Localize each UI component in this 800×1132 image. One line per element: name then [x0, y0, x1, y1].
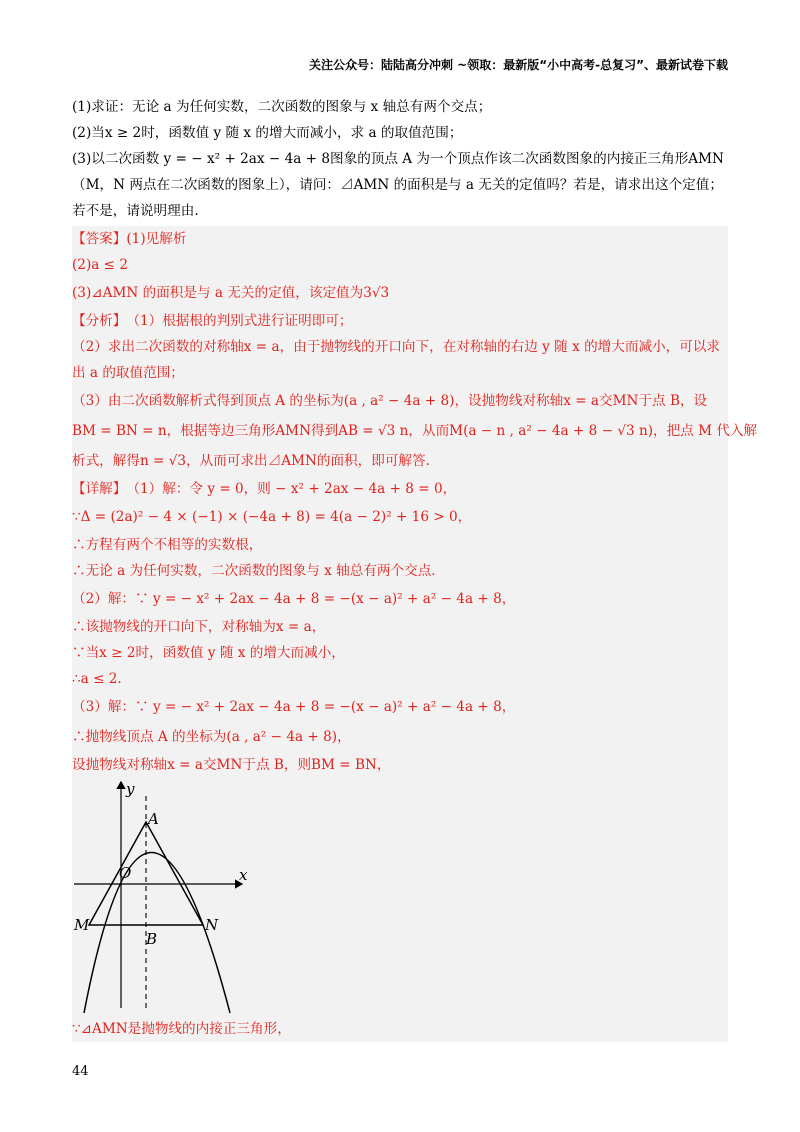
page-content: [72, 94, 758, 1042]
question-1: (1)求证：无论 a 为任何实数，二次函数的图象与 x 轴总有两个交点；: [72, 99, 492, 115]
label-o: O: [119, 864, 132, 882]
page-number: 44: [72, 1064, 89, 1079]
parabola-figure: [72, 778, 728, 1016]
question-2: (2)当x ≥ 2时，函数值 y 随 x 的增大而减小，求 a 的取值范围；: [72, 125, 463, 141]
question-3-line-2: （M，N 两点在二次函数的图象上），请问：⊿AMN 的面积是与 a 无关的定值吗？若是，请求出这个定值；: [72, 177, 723, 193]
detail-3: ∴方程有两个不相等的实数根，: [72, 537, 263, 553]
analysis-2-line-2: 出 a 的取值范围；: [72, 365, 184, 381]
detail-10: ∴抛物线顶点 A 的坐标为(a , a² − 4a + 8)，: [72, 729, 351, 745]
detail-1: （1）解：令 y = 0，则 − x² + 2ax − 4a + 8 = 0，: [126, 481, 457, 497]
answer-2: (2)a ≤ 2: [72, 257, 129, 273]
question-3-line-3: 若不是，请说明理由.: [72, 203, 199, 219]
label-m: M: [74, 916, 90, 934]
detail-tag: 【详解】: [72, 481, 127, 497]
detail-8: ∴a ≤ 2.: [72, 671, 122, 687]
label-b: B: [146, 930, 158, 948]
label-a: A: [148, 810, 159, 828]
detail-12: ∵⊿AMN是抛物线的内接正三角形，: [72, 1021, 291, 1037]
question-3-line-1: (3)以二次函数 y = − x² + 2ax − 4a + 8图象的顶点 A 为一个顶点作该二次函数图象的内接正三角形AMN: [72, 151, 724, 167]
detail-7: ∵当x ≥ 2时，函数值 y 随 x 的增大而减小，: [72, 645, 345, 661]
detail-4: ∴无论 a 为任何实数，二次函数的图象与 x 轴总有两个交点.: [72, 563, 436, 579]
detail-5: （2）解：∵ y = − x² + 2ax − 4a + 8 = −(x − a)² + a² − 4a + 8，: [72, 591, 516, 607]
detail-line-1: [72, 476, 728, 502]
detail-2: ∵Δ = (2a)² − 4 × (−1) × (−4a + 8) = 4(a − 2)² + 16 > 0，: [72, 509, 472, 525]
analysis-line-1: [72, 308, 728, 334]
detail-6: ∴该抛物线的开口向下，对称轴为x = a，: [72, 619, 326, 635]
answer-line-1: [72, 226, 728, 252]
solution-block: [72, 226, 758, 1042]
analysis-3-line-1: （3）由二次函数解析式得到顶点 A 的坐标为(a , a² − 4a + 8)，设抛物线对称轴x = a交MN于点 B，设: [72, 393, 708, 409]
label-x: x: [239, 866, 248, 884]
page-header: 关注公众号：陆陆高分冲刺 ~领取：最新版“小中高考-总复习”、最新试卷下载: [309, 58, 728, 72]
answer-3: (3)⊿AMN 的面积是与 a 无关的定值，该定值为3√3: [72, 285, 390, 301]
answer-1: (1)见解析: [126, 231, 187, 247]
answer-tag: 【答案】: [72, 231, 127, 247]
detail-11: 设抛物线对称轴x = a交MN于点 B，则BM = BN，: [72, 757, 391, 773]
analysis-3-line-3: 析式，解得n = √3，从而可求出⊿AMN的面积，即可解答.: [72, 453, 430, 469]
label-y: y: [126, 780, 135, 798]
analysis-1: （1）根据根的判别式进行证明即可；: [126, 313, 353, 329]
analysis-tag: 【分析】: [72, 313, 127, 329]
detail-9: （3）解：∵ y = − x² + 2ax − 4a + 8 = −(x − a)² + a² − 4a + 8，: [72, 699, 516, 715]
triangle-amn: [89, 822, 203, 925]
analysis-2-line-1: （2）求出二次函数的对称轴x = a，由于抛物线的开口向下，在对称轴的右边 y 随 x 的增大而减小，可以求: [72, 339, 721, 355]
label-n: N: [205, 916, 219, 934]
parabola-diagram: [72, 778, 728, 1016]
analysis-3-line-2: BM = BN = n，根据等边三角形AMN得到AB = √3 n，从而M(a − n , a² − 4a + 8 − √3 n)，把点 M 代入解: [72, 423, 758, 439]
